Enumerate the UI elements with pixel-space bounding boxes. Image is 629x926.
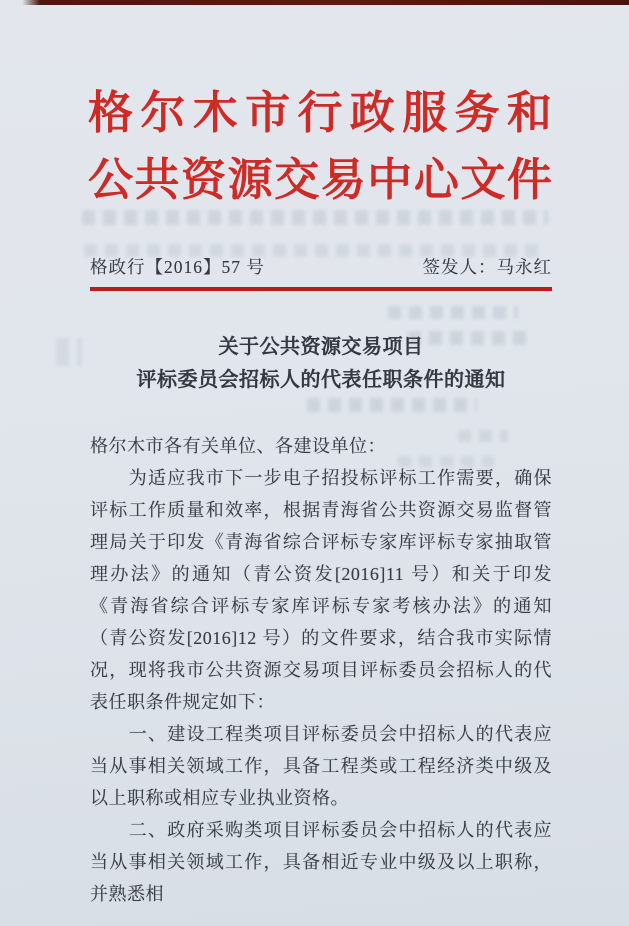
body-paragraph: 一、建设工程类项目评标委员会中招标人的代表应当从事相关领域工作，具备工程类或工程经济类中级及以上职称或相应专业执业资格。 (90, 724, 552, 808)
scan-edge-artifact (0, 0, 629, 5)
signer-name: 签发人：马永红 (422, 257, 552, 277)
document-meta-row (90, 254, 552, 279)
bleedthrough-artifact (388, 306, 518, 319)
salutation: 格尔木市各有关单位、各建设单位： (90, 436, 386, 456)
body-paragraph: 为适应我市下一步电子招投标评标工作需要，确保评标工作质量和效率，根据青海省公共资源交易监督管理局关于印发《青海省综合评标专家库评标专家抽取管理办法》的通知（青公资发[2016]11 号）和关于印发《青海省综合评标专家库评标专家考核办法》的通知（青公资发[2016]12 号）的文件要求，结合我市实际情况，现将我市公共资源交易项目评标委员会招标人的代表任职条件规定如下： (90, 468, 552, 712)
letterhead (88, 88, 552, 205)
bleedthrough-artifact (307, 398, 477, 412)
document-title-line1: 关于公共资源交易项目 (218, 336, 424, 358)
agency-name-line2: 公 共 资 源 交 易 中 心 文 件 (88, 155, 552, 205)
agency-name-line1: 格 尔 木 市 行 政 服 务 和 (88, 88, 552, 138)
document-number: 格政行【2016】57 号 (90, 257, 265, 277)
document-title-line2: 评标委员会招标人的代表任职条件的通知 (136, 369, 506, 391)
document-body (90, 430, 552, 910)
red-separator-line (90, 287, 552, 291)
document-title (75, 331, 567, 397)
body-paragraph: 二、政府采购类项目评标委员会中招标人的代表应当从事相关领域工作，具备相近专业中级及以上职称，并熟悉相 (90, 820, 552, 904)
bleedthrough-artifact (82, 210, 548, 225)
